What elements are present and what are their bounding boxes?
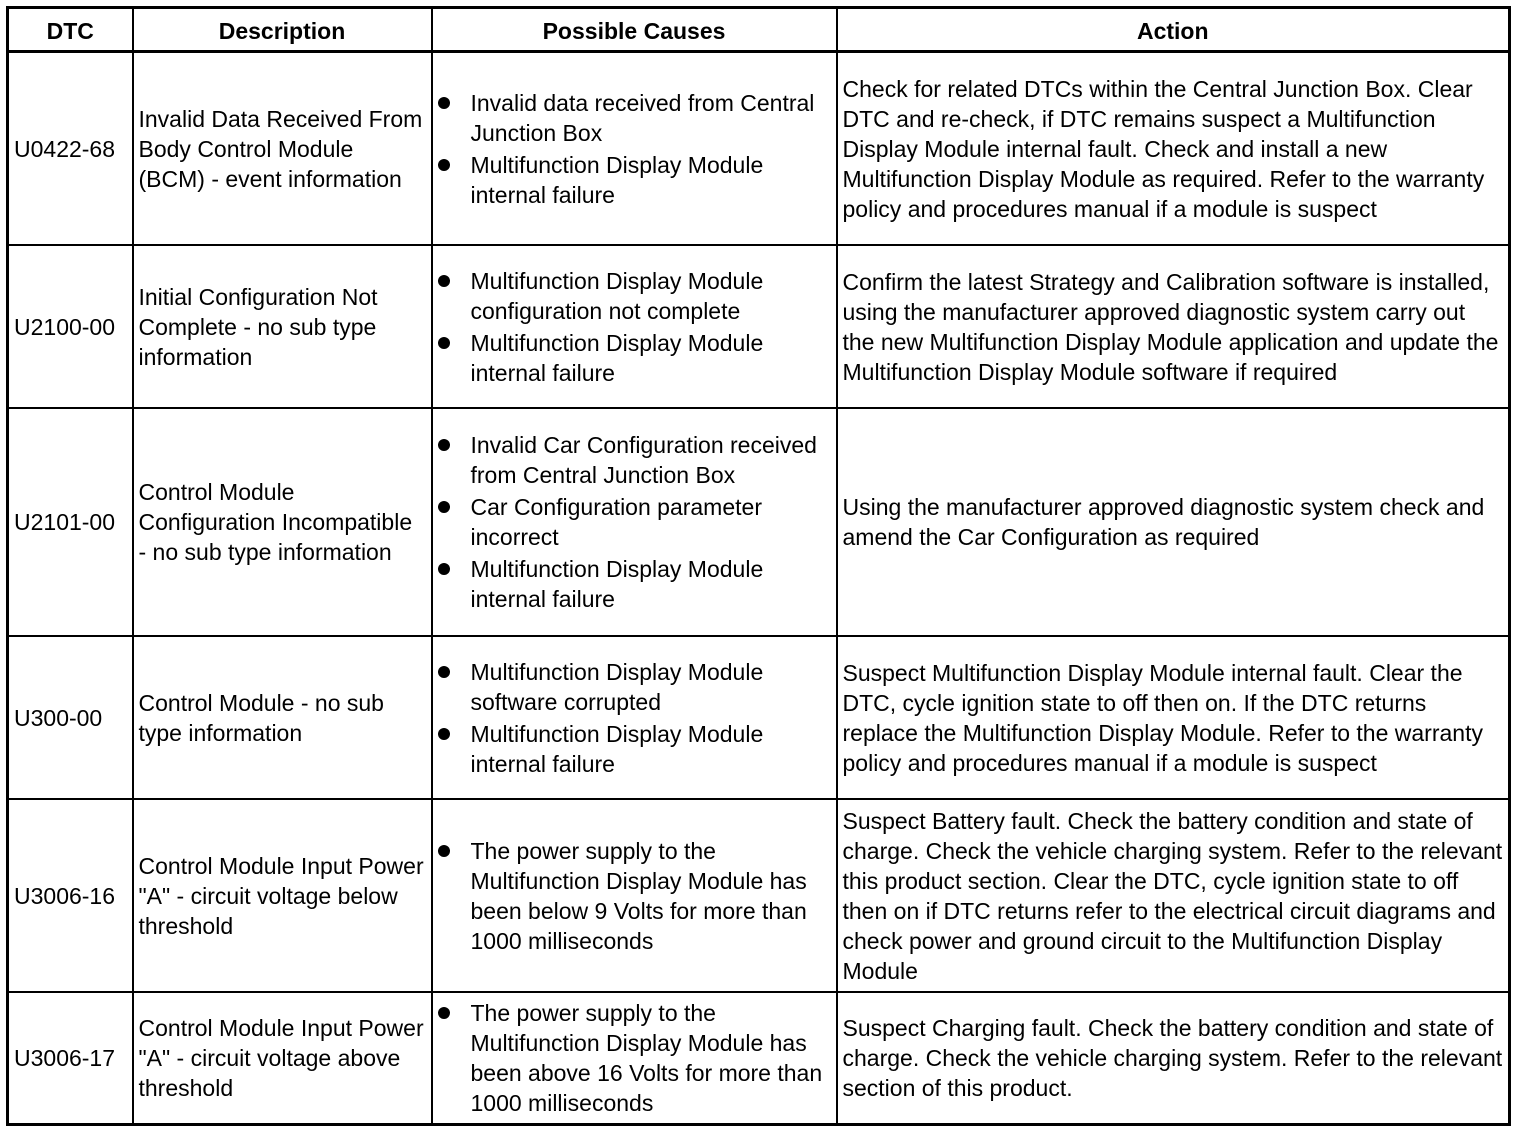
table-header-row bbox=[8, 8, 1510, 52]
dtc-code: U300-00 bbox=[8, 636, 133, 799]
table-row bbox=[8, 245, 1510, 408]
cause-item bbox=[438, 657, 831, 717]
dtc-action: Suspect Battery fault. Check the battery condition and state of charge. Check the vehicle charging system. Refer to the relevant this product section. Clear the DTC, cycle ignition state to off then on if DTC returns refer to the electrical circuit diagrams and check power and ground circuit to the Multifunction Display Module bbox=[837, 799, 1510, 992]
bullet-icon bbox=[438, 97, 450, 109]
bullet-icon bbox=[438, 501, 450, 513]
bullet-icon bbox=[438, 666, 450, 678]
dtc-code: U2101-00 bbox=[8, 408, 133, 636]
dtc-description: Control Module Configuration Incompatible - no sub type information bbox=[133, 408, 432, 636]
dtc-code: U3006-16 bbox=[8, 799, 133, 992]
cause-item bbox=[438, 266, 831, 326]
dtc-action: Suspect Multifunction Display Module internal fault. Clear the DTC, cycle ignition state to off then on. If the DTC returns replace the Multifunction Display Module. Refer to the warranty policy and procedures manual if a module is suspect bbox=[837, 636, 1510, 799]
cause-item bbox=[438, 150, 831, 210]
table-row bbox=[8, 992, 1510, 1125]
cause-text: Multifunction Display Module internal failure bbox=[470, 720, 764, 777]
possible-causes bbox=[432, 636, 837, 799]
header-possible-causes: Possible Causes bbox=[432, 8, 837, 52]
cause-text: The power supply to the Multifunction Display Module has been above 16 Volts for more than 1000 milliseconds bbox=[470, 1000, 823, 1116]
cause-item bbox=[438, 998, 831, 1118]
possible-causes bbox=[432, 245, 837, 408]
bullet-icon bbox=[438, 337, 450, 349]
cause-text: Multifunction Display Module software corrupted bbox=[470, 658, 764, 715]
bullet-icon bbox=[438, 728, 450, 740]
dtc-description: Control Module Input Power "A" - circuit voltage above threshold bbox=[133, 992, 432, 1125]
cause-item bbox=[438, 554, 831, 614]
bullet-icon bbox=[438, 1007, 450, 1019]
dtc-action: Check for related DTCs within the Central Junction Box. Clear DTC and re-check, if DTC remains suspect a Multifunction Display Module internal fault. Check and install a new Multifunction Display Module as required. Refer to the warranty policy and procedures manual if a module is suspect bbox=[837, 52, 1510, 246]
cause-text: Invalid data received from Central Junction Box bbox=[470, 89, 815, 146]
header-dtc: DTC bbox=[8, 8, 133, 52]
bullet-icon bbox=[438, 159, 450, 171]
table-row bbox=[8, 52, 1510, 246]
dtc-code: U0422-68 bbox=[8, 52, 133, 246]
causes-list bbox=[438, 657, 831, 779]
header-description: Description bbox=[133, 8, 432, 52]
possible-causes bbox=[432, 992, 837, 1125]
dtc-description: Control Module - no sub type information bbox=[133, 636, 432, 799]
cause-text: Invalid Car Configuration received from Central Junction Box bbox=[470, 432, 817, 488]
causes-list bbox=[438, 266, 831, 388]
possible-causes bbox=[432, 408, 837, 636]
cause-text: Car Configuration parameter incorrect bbox=[470, 494, 762, 550]
cause-text: Multifunction Display Module internal failure bbox=[470, 151, 764, 208]
possible-causes bbox=[432, 52, 837, 246]
bullet-icon bbox=[438, 845, 450, 857]
cause-text: Multifunction Display Module configuration not complete bbox=[470, 267, 764, 324]
cause-text: Multifunction Display Module internal failure bbox=[470, 556, 764, 612]
dtc-action: Confirm the latest Strategy and Calibration software is installed, using the manufacturer approved diagnostic system carry out the new Multifunction Display Module application and update the Multifunction Display Module software if required bbox=[837, 245, 1510, 408]
cause-item bbox=[438, 836, 831, 956]
causes-list bbox=[438, 88, 831, 210]
cause-text: Multifunction Display Module internal failure bbox=[470, 329, 764, 386]
dtc-code: U3006-17 bbox=[8, 992, 133, 1125]
cause-item bbox=[438, 88, 831, 148]
bullet-icon bbox=[438, 439, 450, 451]
dtc-description: Invalid Data Received From Body Control Module (BCM) - event information bbox=[133, 52, 432, 246]
cause-item bbox=[438, 719, 831, 779]
dtc-description: Initial Configuration Not Complete - no sub type information bbox=[133, 245, 432, 408]
dtc-description: Control Module Input Power "A" - circuit voltage below threshold bbox=[133, 799, 432, 992]
cause-text: The power supply to the Multifunction Display Module has been below 9 Volts for more than 1000 milliseconds bbox=[470, 837, 807, 954]
header-action: Action bbox=[837, 8, 1510, 52]
dtc-action: Suspect Charging fault. Check the battery condition and state of charge. Check the vehicle charging system. Refer to the relevant section of this product. bbox=[837, 992, 1510, 1125]
causes-list bbox=[438, 998, 831, 1118]
cause-item bbox=[438, 492, 831, 552]
cause-item bbox=[438, 430, 831, 490]
dtc-code: U2100-00 bbox=[8, 245, 133, 408]
bullet-icon bbox=[438, 563, 450, 575]
causes-list bbox=[438, 836, 831, 956]
table-row bbox=[8, 636, 1510, 799]
table-row bbox=[8, 799, 1510, 992]
dtc-action: Using the manufacturer approved diagnostic system check and amend the Car Configuration as required bbox=[837, 408, 1510, 636]
causes-list bbox=[438, 430, 831, 614]
dtc-table bbox=[6, 6, 1511, 1126]
cause-item bbox=[438, 328, 831, 388]
table-row bbox=[8, 408, 1510, 636]
bullet-icon bbox=[438, 275, 450, 287]
possible-causes bbox=[432, 799, 837, 992]
